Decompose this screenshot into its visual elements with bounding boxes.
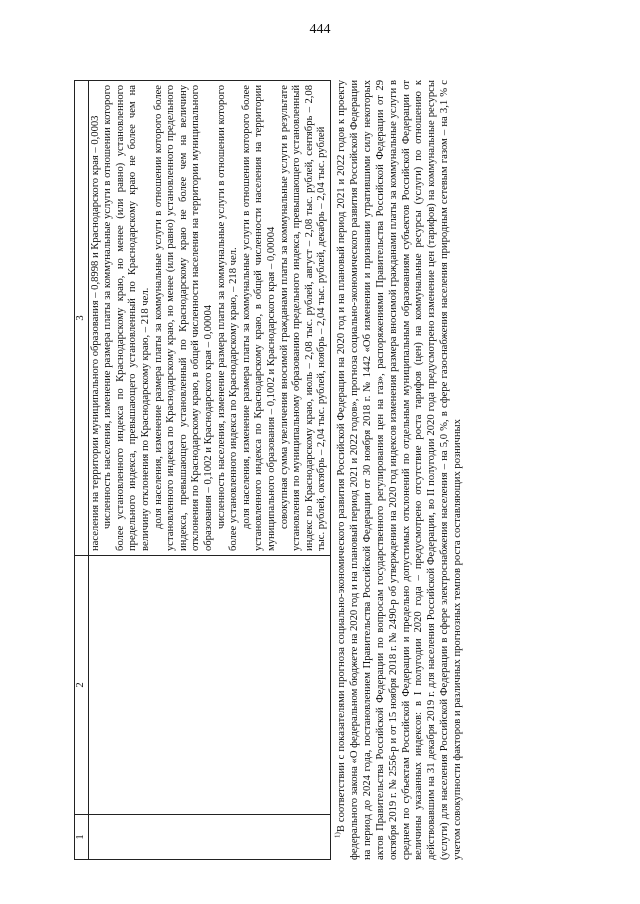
footnote [333,79,465,860]
cell-paragraph: совокупная сумма увеличения вносимой гражданами платы за коммунальные услуги в результате установления по муниципальному образованию предельного индекса, превышающего установленный индекс по Краснодарскому краю, июль – 2,08 тыс. рублей, август – 2,08 тыс. рублей, сентябрь – 2,08 тыс. рублей, октябрь – 2,04 тыс. рублей, ноябрь – 2,04 тыс. рублей, декабрь – 2,04 тыс. рублей [278,85,328,551]
table-row [88,81,330,860]
cell-paragraph: численность населения, изменение размера платы за коммунальные услуги в отношении которого более установленного индекса по Краснодарскому краю, но менее (или равно) установленного предельного индекса, превышающего установленный по Краснодарскому краю не более чем на величину отклонения по Краснодарскому краю, – 218 чел. [102,85,151,551]
cell-paragraph: доля населения, изменение размера платы за коммунальные услуги в отношении которого более установленного индекса по Краснодарскому краю, в общей численности населения на территории муниципального образования – 0,1002 и Краснодарского края – 0,00004 [240,85,277,551]
cell-paragraph: доля населения, изменение размера платы за коммунальные услуги в отношении которого более установленного индекса по Краснодарскому краю, но менее (или равно) установленного предельного индекса, превышающего установленный по Краснодарскому краю не более чем на величину отклонения по Краснодарскому краю, в общей численности населения на территории муниципального образования – 0,1002 и Краснодарского края – 0,00004 [152,85,214,551]
footnote-text: В соответствии с показателями прогноза социально-экономического развития Российской Федерации на 2020 год и на плановый период 2021 и 2022 годов к проекту федерального закона «О федеральном бюджете на 2020 год и на плановый период 2021 и 2022 годов», прогноза социально-экономического развития Российской Федерации на период до 2024 года, постановлением Правительства Российской Федерации от 30 ноября 2018 г. № 1442 «Об изменении и признании утратившими силу некоторых актов Правительства Российской Федерации по вопросам государственного регулирования цен на газ», распоряжениями Правительства Российской Федерации от 29 октября 2019 г. № 2556-р и от 15 ноября 2018 г. № 2490-р об утверждении на 2020 год индексов изменения размера вносимой гражданами платы за коммунальные услуги в среднем по субъектам Российской Федерации и предельно допустимых отклонений по отдельным муниципальным образованиям субъектов Российской Федерации от величины указанных индексов: в I полугодии 2020 года – предусмотрено отсутствие роста тарифов (цен) на коммунальные ресурсы (услуги) по отношению к действовавшим на 31 декабря 2019 г. для населения Российской Федерации, во II полугодии 2020 года предусмотрено изменение цен (тарифов) на коммунальные ресурсы (услуги) для населения Российской Федерации в сфере электроснабжения населения – на 5,0 %, в сфере газоснабжения населения природным сетевым газом – на 3,1 % с учетом совокупности факторов и различных прогнозных темпов роста составляющих розничных [336,79,464,860]
cell-paragraph: численность населения, изменение размера платы за коммунальные услуги в отношении которого более установленного индекса по Краснодарскому краю, – 218 чел. [215,85,240,551]
data-table [74,80,331,860]
table-header-col-2: 2 [75,556,89,815]
rotated-page-content [74,80,574,860]
table-cell-col-2 [88,556,330,815]
table-cell-col-3 [88,81,330,556]
cell-paragraph: населения на территории муниципального образования – 0,8998 и Краснодарского края – 0,0003 [89,115,101,551]
table-header-row [75,81,89,860]
table-header-col-3: 3 [75,81,89,556]
table-header-col-1: 1 [75,815,89,860]
table-cell-col-1 [88,815,330,860]
page-number: 444 [309,22,331,37]
footnote-marker: 1) [333,832,342,838]
